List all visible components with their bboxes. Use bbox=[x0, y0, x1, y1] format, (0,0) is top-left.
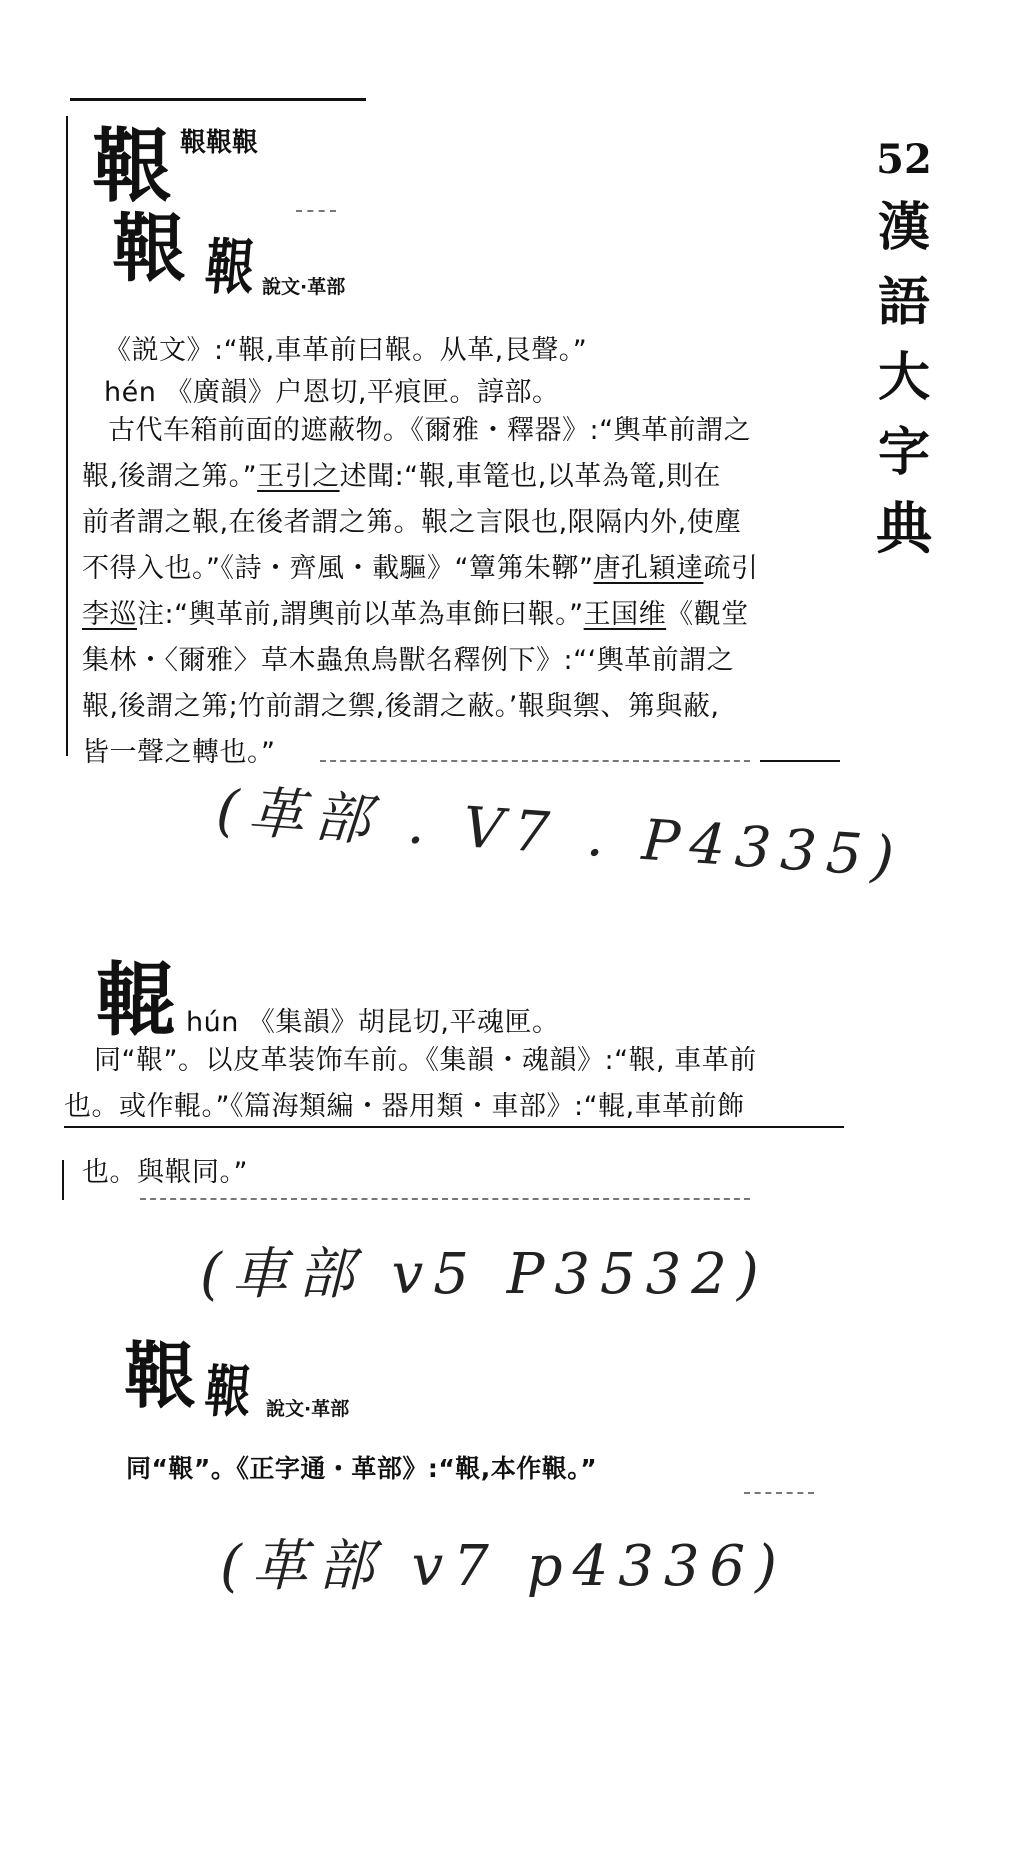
def-text: 《觀堂 bbox=[666, 599, 749, 630]
def-line: 集林・〈爾雅〉草木蟲魚鳥獸名釋例下》:“‘輿革前謂之 bbox=[82, 645, 735, 676]
def-line: 皆一聲之轉也。” bbox=[82, 737, 276, 768]
title-char-1: 漢 bbox=[877, 197, 930, 258]
entry3-dash bbox=[744, 1492, 814, 1494]
entry1-quote: 《説文》:“鞎,車革前曰鞎。从革,艮聲。” bbox=[104, 335, 588, 366]
person-name: 李巡 bbox=[82, 599, 137, 630]
def-text: 疏引 bbox=[703, 553, 759, 584]
def-line: 也。或作輥。”《篇海類編・器用類・車部》:“輥,車革前飾 bbox=[64, 1091, 745, 1122]
entry1-head-char: 鞎 bbox=[92, 119, 172, 213]
clipping-left-border bbox=[66, 116, 68, 756]
entry3-source-note: 說文·革部 bbox=[266, 1398, 350, 1420]
entry3-handwritten-reference: (革部 v7 p4336) bbox=[220, 1534, 787, 1599]
person-name: 王引之 bbox=[257, 461, 340, 492]
def-text: 注:“輿革前,謂輿前以革為車飾曰鞎。” bbox=[137, 599, 584, 630]
entry2-definition bbox=[64, 1038, 757, 1130]
entry2-divider bbox=[64, 1126, 844, 1128]
clipping-bottom-edge bbox=[320, 760, 750, 762]
dictionary-sidebar bbox=[864, 136, 944, 565]
entry2-head-char: 輥 bbox=[96, 953, 176, 1047]
entry2-def-continued: 也。與鞎同。” bbox=[82, 1157, 248, 1188]
def-line bbox=[82, 454, 758, 500]
def-line: 鞎,後謂之笰;竹前謂之禦,後謂之蔽。’鞎與禦、笰與蔽, bbox=[82, 691, 720, 722]
person-name: 王国维 bbox=[583, 599, 667, 630]
entry1-seal-wrap bbox=[200, 233, 260, 303]
entry2-pronunciation: hún 《集韻》胡昆切,平魂匣。 bbox=[186, 1007, 560, 1038]
entry3-definition: 同“鞎”。《正字通・革部》:“鞎,本作鞎。” bbox=[126, 1454, 598, 1483]
faint-dash bbox=[296, 210, 336, 212]
entry1-head-char-alt: 鞎 bbox=[112, 206, 186, 292]
title-char-2: 語 bbox=[877, 272, 930, 333]
title-char-5: 典 bbox=[876, 496, 932, 562]
entry1-seal-char: 鞎 bbox=[202, 233, 258, 303]
def-text: 鞎,後謂之笰。” bbox=[82, 461, 258, 492]
def-line bbox=[82, 592, 758, 638]
title-char-3: 大 bbox=[877, 347, 930, 408]
entry2-left-mark bbox=[62, 1160, 64, 1200]
entry3-seal-wrap bbox=[200, 1359, 256, 1425]
def-line: 前者謂之鞎,在後者謂之笰。鞎之言限也,限隔内外,使塵 bbox=[82, 507, 742, 538]
entry3-seal-char: 鞎 bbox=[202, 1359, 254, 1425]
title-char-4: 字 bbox=[877, 422, 930, 483]
entry1-variant-forms: 鞎鞎鞎 bbox=[180, 128, 259, 158]
page-number: 52 bbox=[876, 136, 932, 183]
entry3-head-char: 鞎 bbox=[124, 1333, 197, 1418]
def-line: 同“鞎”。以皮革装饰车前。《集韻・魂韻》:“鞎, 車革前 bbox=[94, 1045, 757, 1076]
entry1-pronunciation: hén 《廣韻》户恩切,平痕匣。諄部。 bbox=[104, 377, 560, 408]
clipping-top-rule bbox=[70, 98, 366, 101]
entry2-handwritten-reference: (車部 v5 P3532) bbox=[200, 1242, 769, 1307]
def-line: 古代车箱前面的遮蔽物。《爾雅・釋器》:“輿革前謂之 bbox=[108, 415, 752, 446]
def-text: 不得入也。”《詩・齊風・載驅》“簟笰朱鞹” bbox=[82, 553, 594, 584]
def-line bbox=[82, 546, 758, 592]
entry1-handwritten-reference: (革部 . V7 . P4335) bbox=[214, 778, 906, 891]
entry1-definition bbox=[82, 408, 758, 776]
entry2-bottom-edge bbox=[140, 1198, 750, 1200]
person-name: 唐孔穎達 bbox=[593, 553, 704, 584]
entry1-source-note: 說文·革部 bbox=[262, 276, 346, 298]
def-text: 述聞:“鞎,車篭也,以革為篭,則在 bbox=[339, 461, 721, 492]
clipping-bottom-rule bbox=[760, 760, 840, 762]
